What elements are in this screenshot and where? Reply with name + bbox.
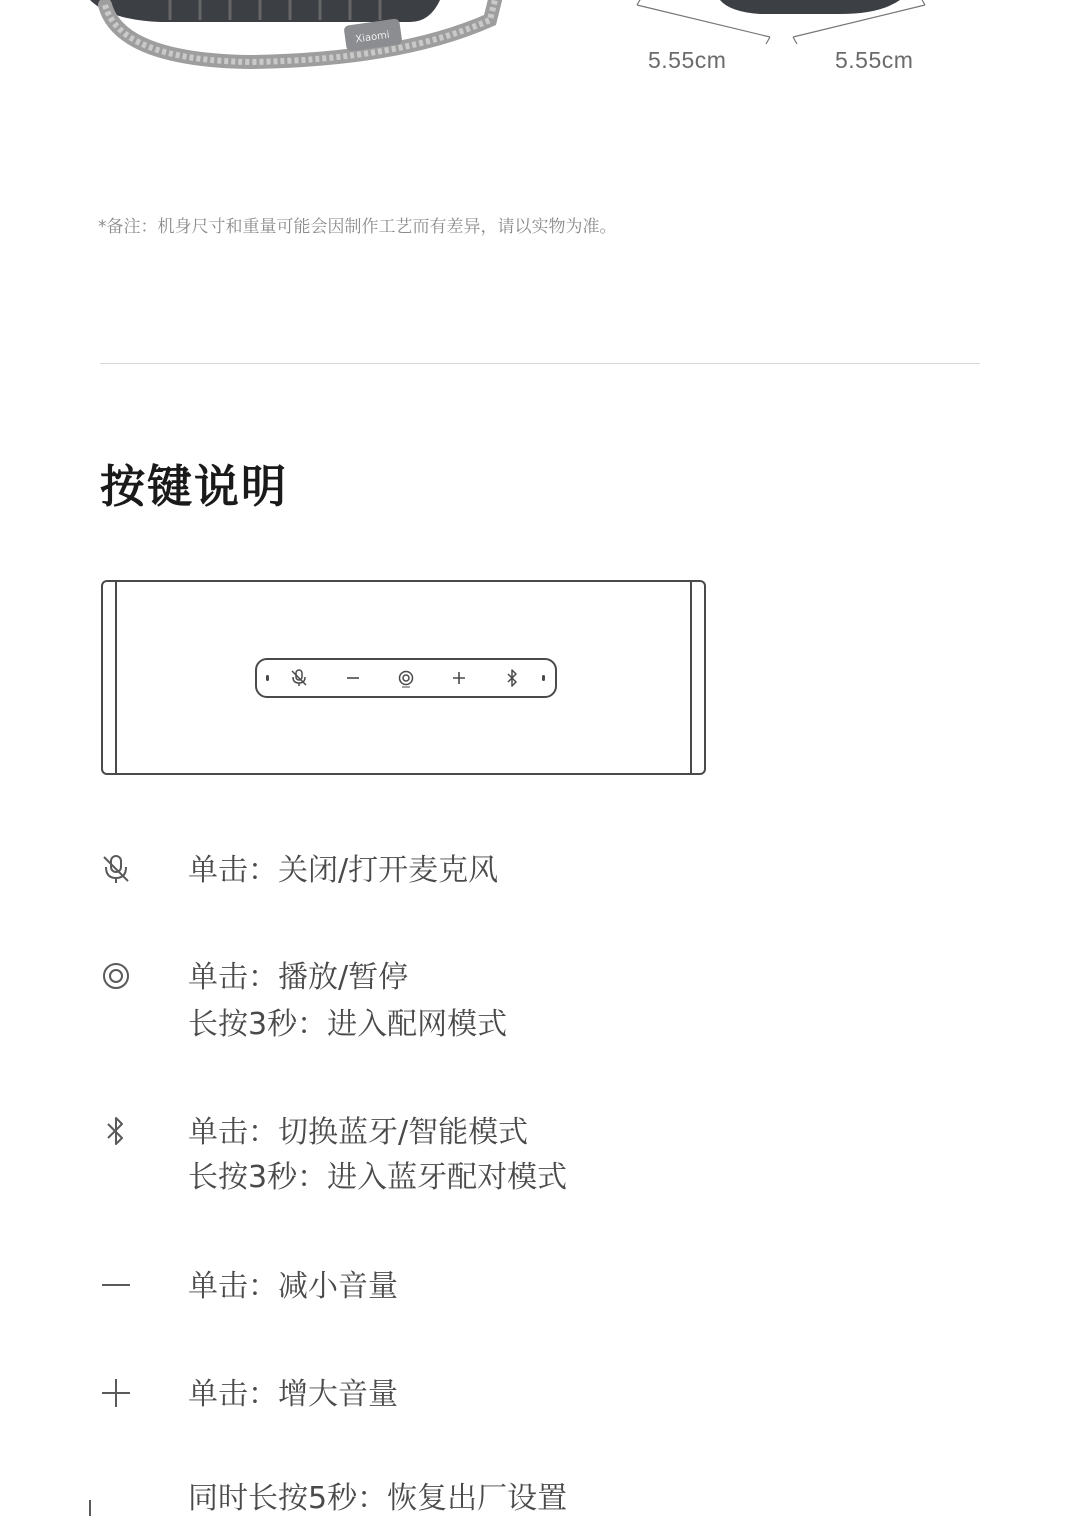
play-pause-icon — [396, 668, 416, 688]
plus-icon — [449, 668, 469, 688]
reset-icon — [86, 1486, 118, 1518]
section-divider — [100, 363, 980, 364]
bluetooth-icon — [100, 1115, 132, 1147]
minus-icon — [100, 1269, 132, 1301]
section-title: 按键说明 — [100, 460, 289, 513]
indicator-led-right — [542, 675, 545, 681]
legend-text: 单击：切换蓝牙/智能模式 — [188, 1115, 529, 1150]
logo-text: Xiaomi — [354, 29, 391, 46]
minus-icon — [343, 668, 363, 688]
legend-text: 同时长按5秒：恢复出厂设置 — [188, 1481, 568, 1516]
speaker-edge-left — [115, 582, 117, 773]
control-panel — [255, 658, 557, 698]
legend-text: 单击：减小音量 — [188, 1269, 398, 1304]
legend-text: 长按3秒：进入蓝牙配对模式 — [188, 1160, 568, 1195]
legend-text: 单击：增大音量 — [188, 1377, 398, 1412]
mic-off-icon — [289, 668, 309, 688]
legend-text: 单击：播放/暂停 — [188, 960, 409, 995]
plus-icon — [100, 1377, 132, 1409]
disclaimer-note: *备注：机身尺寸和重量可能会因制作工艺而有差异，请以实物为准。 — [98, 217, 617, 237]
speaker-front-diagram — [101, 580, 706, 775]
indicator-led-left — [266, 675, 269, 681]
depth-dimension-label: 5.55cm — [835, 47, 914, 73]
width-dimension-label: 5.55cm — [648, 47, 727, 73]
play-pause-icon — [100, 960, 132, 992]
mic-off-icon — [100, 853, 132, 885]
legend-text: 单击：关闭/打开麦克风 — [188, 853, 499, 888]
legend-text: 长按3秒：进入配网模式 — [188, 1007, 508, 1042]
speaker-edge-right — [690, 582, 692, 773]
bluetooth-icon — [502, 668, 522, 688]
product-image — [0, 0, 1080, 90]
